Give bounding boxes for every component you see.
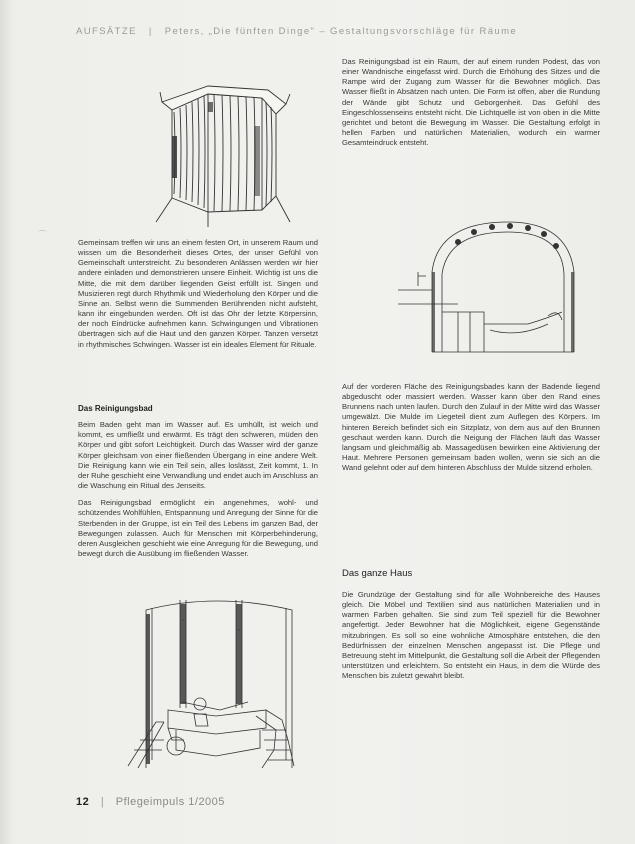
bath-paragraph-1: Beim Baden geht man im Wasser auf. Es umhüllt, ist weich und kommt, es umfließt und erwärmt. Es trägt den schweren, müden den Körper und gibt sofort Leichtigkeit. Durch das Wasser wird der ganze Körper gleichsam von einer fließenden Übergang in eine andere Welt. Die Reinigung kann wie ein Teil sein, alles loslässt, Zeit kommt, 1. In der Ruhe geschieht eine Verwandlung und endet auch im Anschluss an die Waschung ein Ritual des Jenseits. <box>78 420 318 491</box>
running-header <box>76 26 596 37</box>
bath-subheading: Das Reinigungsbad <box>78 404 153 413</box>
footer-separator: | <box>100 796 105 808</box>
round-bath-drawing <box>398 212 584 362</box>
page-number: 12 <box>76 796 90 808</box>
house-paragraph: Die Grundzüge der Gestaltung sind für alle Wohnbereiche des Hauses gleich. Die Möbel und Textilien sind aus natürlichen Materialien und in warmen Farben gehalten. Sie sind zum Teil speziell für die Bewohner angefertigt. Jeder Bewohner hat die Möglichkeit, eigene Gegenstände mitzubringen. Es soll so eine wohnliche Atmosphäre entstehen, die den Bedürfnissen der einzelnen Menschen angepasst ist. Die Pflege und Betreuung steht im Mittelpunkt, die Gestaltung soll die Arbeit der Pflegenden unterstützen und erleichtern. So entsteht ein Haus, in dem die Würde des Menschen bis zuletzt gewahrt bleibt. <box>342 590 600 681</box>
section-heading-house: Das ganze Haus <box>342 568 413 579</box>
right-fountain-text <box>342 382 600 480</box>
magazine-name: Pflegeimpuls 1/2005 <box>115 796 225 808</box>
bath-description-paragraph: Das Reinigungsbad ist ein Raum, der auf einem runden Podest, das von einer Wandnische eingefasst wird. Durch die Erhöhung des Sitzes und die Rampe wird der Zugang zum Wasser für die Bewohner möglich. Das Wasser fließt in Absätzen nach unten. Die Form ist offen, aber die Rundung der Wände gibt Schutz und Geborgenheit. Das Gefühl des Eingeschlossenseins entsteht nicht. Die Lichtquelle ist von oben in die Mitte gerichtet und betont die Bewegung im Wasser. Die Gestaltung erfolgt in hellen Farben und natürlichen Materialien, wodurch ein warmer Gesamteindruck entsteht. <box>342 57 600 148</box>
left-bath-text <box>78 404 318 566</box>
margin-pencil-mark: ⌒ <box>38 230 48 240</box>
header-section: AUFSÄTZE <box>76 26 137 37</box>
header-separator: | <box>148 26 153 37</box>
fountain-paragraph: Auf der vorderen Fläche des Reinigungsbades kann der Badende liegend abgeduscht oder massiert werden. Wasser kann über den Rand eines Brunnens nach unten laufen. Durch den Zulauf in der Mitte wird das Wasser umgewälzt. Die Mulde im Liegeteil dient zum Auflegen des Körpers. Im hinteren Bereich befindet sich ein Sitzplatz, von dem aus auf den Brunnen geschaut werden kann. Durch die Neigung der Flächen läuft das Wasser langsam und gleichmäßig ab. Massagedüsen bewirken eine Aktivierung der Haut. Mehrere Personen gemeinsam baden wollen, wenn sie sich an die Wand gelehnt oder auf dem hinteren Abschluss der Mulde sitzend erholen. <box>342 382 600 473</box>
left-intro-text <box>78 238 318 357</box>
intro-paragraph: Gemeinsam treffen wir uns an einem festen Ort, in unserem Raum und wissen um die Besonderheit dieses Ortes, der unser Gefühl von Gemeinschaft unterstreicht. Zu besonderen Anlässen werden wir hier andere einladen und demonstrieren unsere Einheit. Wichtig ist uns die Mitte, die mit dem darüber liegenden Geist erfüllt ist. Singen und Musizieren regt durch Rhythmik und Wiederholung den Körper und die Sinne an. Selbst wenn die Summenden Berührenden nicht aufsteht, kann ihr eingebunden werden. Oft ist das Ohr der letzte Körpersinn, der noch Eindrücke aufnehmen kann. Schwingungen und Vibrationen übertragen sich auf die Haut und den ganzen Körper. Tanzen versetzt in rhythmisches Schwingen. Wasser ist ein ideales Element für Rituale. <box>78 238 318 349</box>
page-footer <box>76 796 225 808</box>
right-house-text <box>342 590 600 688</box>
curtain-booth-drawing <box>150 72 300 234</box>
stair-tower-drawing <box>116 590 316 770</box>
right-bath-description <box>342 57 600 155</box>
bath-paragraph-2: Das Reinigungsbad ermöglicht ein angenehmes, wohl- und schützendes Wohlfühlen, Entspannung und Anregung der Sinne für die Sterbenden in der Gruppe, ist ein Teil des Lebens im ganzen Bad, der Bewegungen zulassen. Auch für Menschen mit Körperbehinderung, deren Ausgleichen geschieht wie eine Anregung für die Bewegung, und bewegt durch die Ausübung im fließenden Wasser. <box>78 498 318 559</box>
header-title: Peters, „Die fünften Dinge" – Gestaltungsvorschläge für Räume <box>164 26 518 37</box>
